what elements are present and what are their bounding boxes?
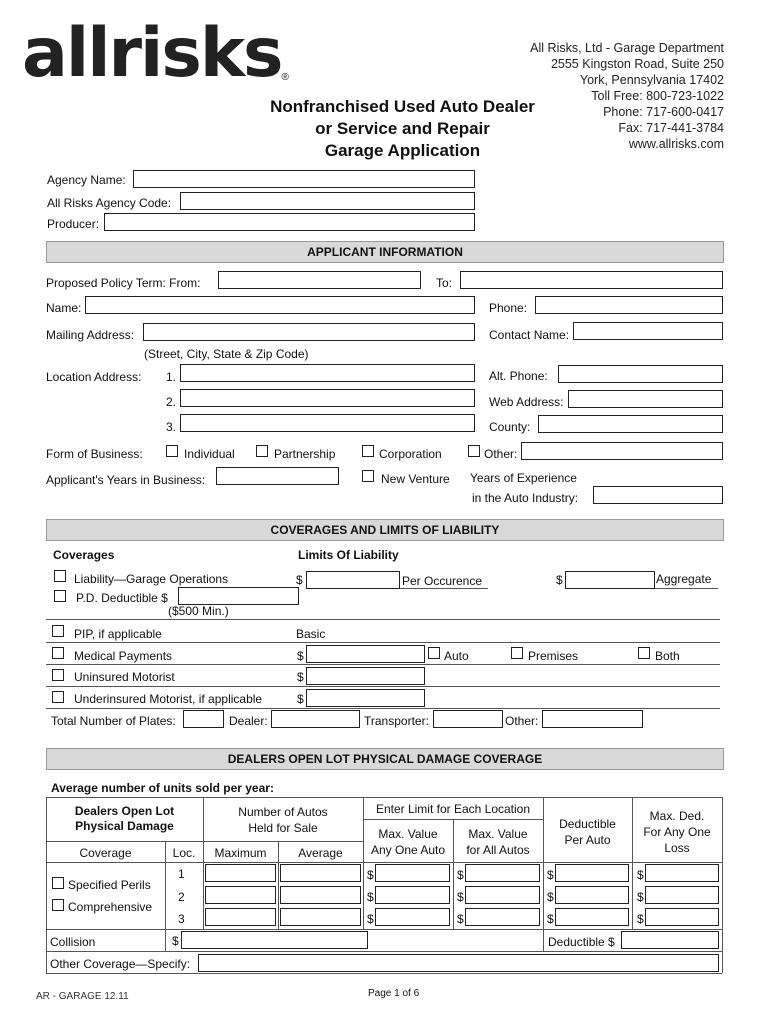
- comprehensive-checkbox[interactable]: [52, 899, 64, 911]
- liability-checkbox[interactable]: [54, 570, 66, 582]
- plates-label: Total Number of Plates:: [51, 714, 176, 728]
- page-number: Page 1 of 6: [368, 988, 420, 999]
- dollar-sign: $: [296, 573, 303, 587]
- underinsured-label: Underinsured Motorist, if applicable: [74, 692, 263, 706]
- row1-max-all-input[interactable]: [465, 864, 540, 882]
- form-title: [250, 96, 555, 162]
- alt-phone-label: Alt. Phone:: [489, 369, 548, 383]
- company-line: York, Pennsylvania 17402: [579, 73, 724, 87]
- name-input[interactable]: [85, 296, 475, 314]
- applicant-info-header: APPLICANT INFORMATION: [46, 241, 724, 263]
- loc-number: 3: [178, 912, 185, 926]
- individual-checkbox[interactable]: [166, 445, 178, 457]
- form-id: AR - GARAGE 12.11: [36, 991, 129, 1002]
- max-ded-header: [632, 808, 722, 856]
- row3-max-one-input[interactable]: [375, 908, 450, 926]
- other-plates-input[interactable]: [542, 710, 643, 728]
- county-input[interactable]: [538, 415, 723, 433]
- location-2-input[interactable]: [180, 389, 475, 407]
- number-autos-header: [203, 804, 363, 836]
- dollar-sign: $: [172, 934, 179, 948]
- web-address-label: Web Address:: [489, 395, 564, 409]
- company-line: Fax: 717-441-3784: [618, 121, 724, 135]
- enter-limit-header: Enter Limit for Each Location: [375, 802, 531, 816]
- medical-payments-input[interactable]: [306, 645, 425, 663]
- aggregate-input[interactable]: [565, 571, 655, 589]
- max-value-all-header: [453, 826, 543, 858]
- experience-label-line1: Years of Experience: [470, 471, 577, 485]
- premises-checkbox[interactable]: [511, 647, 523, 659]
- web-address-input[interactable]: [568, 390, 723, 408]
- both-checkbox[interactable]: [638, 647, 650, 659]
- pip-basic-label: Basic: [296, 627, 326, 641]
- phone-input[interactable]: [535, 296, 723, 314]
- pd-deductible-label: P.D. Deductible $: [76, 591, 168, 605]
- years-in-business-input[interactable]: [216, 467, 339, 485]
- collision-deductible-label: Deductible $: [548, 935, 615, 949]
- uninsured-input[interactable]: [306, 667, 425, 685]
- partnership-checkbox[interactable]: [256, 445, 268, 457]
- dealers-open-lot-header: DEALERS OPEN LOT PHYSICAL DAMAGE COVERAGE: [46, 748, 724, 770]
- row2-max-ded-input[interactable]: [645, 886, 719, 904]
- dealer-plates-input[interactable]: [271, 710, 360, 728]
- row1-max-ded-input[interactable]: [645, 864, 719, 882]
- specified-perils-label: Specified Perils: [68, 878, 151, 892]
- premises-label: Premises: [528, 649, 579, 663]
- row3-average-input[interactable]: [280, 908, 361, 926]
- header-text: Max. Ded.: [649, 809, 705, 823]
- experience-input[interactable]: [593, 486, 723, 504]
- liability-label: Liability—Garage Operations: [74, 572, 229, 586]
- experience-label-line2: in the Auto Industry:: [472, 491, 579, 505]
- loc-subheader: Loc.: [172, 846, 196, 860]
- location-3-input[interactable]: [180, 414, 475, 432]
- dollar-sign: $: [457, 912, 464, 926]
- individual-label: Individual: [184, 447, 235, 461]
- header-text: Loss: [664, 841, 690, 855]
- row2-deductible-input[interactable]: [555, 886, 629, 904]
- uninsured-label: Uninsured Motorist: [74, 670, 175, 684]
- uninsured-checkbox[interactable]: [52, 669, 64, 681]
- aggregate-label: Aggregate: [656, 572, 712, 586]
- company-line: Toll Free: 800-723-1022: [591, 89, 724, 103]
- row2-average-input[interactable]: [280, 886, 361, 904]
- dollar-sign: $: [297, 692, 304, 706]
- row3-max-ded-input[interactable]: [645, 908, 719, 926]
- row1-max-one-input[interactable]: [375, 864, 450, 882]
- coverages-column-header: Coverages: [53, 548, 115, 562]
- dollar-sign: $: [457, 868, 464, 882]
- dollar-sign: $: [637, 868, 644, 882]
- collision-input[interactable]: [181, 931, 368, 949]
- limits-column-header: Limits Of Liability: [298, 548, 399, 562]
- per-occurence-label: Per Occurence: [402, 574, 483, 588]
- title-line: Garage Application: [324, 141, 481, 160]
- header-text: Deductible: [559, 817, 616, 831]
- county-label: County:: [489, 420, 531, 434]
- other-coverage-label: Other Coverage—Specify:: [50, 957, 191, 971]
- medical-payments-label: Medical Payments: [74, 649, 173, 663]
- collision-deductible-input[interactable]: [621, 931, 719, 949]
- row2-max-one-input[interactable]: [375, 886, 450, 904]
- corporation-checkbox[interactable]: [362, 445, 374, 457]
- header-text: Dealers Open Lot: [74, 804, 175, 818]
- partnership-label: Partnership: [274, 447, 336, 461]
- dollar-sign: $: [367, 868, 374, 882]
- term-to-label: To:: [436, 276, 453, 290]
- max-value-one-header: [363, 826, 453, 858]
- logo-wordmark: allrisks: [22, 14, 282, 93]
- row2-maximum-input[interactable]: [205, 886, 276, 904]
- mailing-address-label: Mailing Address:: [46, 328, 135, 342]
- row3-maximum-input[interactable]: [205, 908, 276, 926]
- maximum-subheader: Maximum: [214, 846, 267, 860]
- dollar-sign: $: [547, 912, 554, 926]
- dollar-sign: $: [367, 890, 374, 904]
- dollar-sign: $: [547, 890, 554, 904]
- coverages-header: COVERAGES AND LIMITS OF LIABILITY: [46, 519, 724, 541]
- other-business-label: Other:: [484, 447, 518, 461]
- pd-deductible-input[interactable]: [178, 587, 299, 605]
- dollar-sign: $: [297, 670, 304, 684]
- underinsured-checkbox[interactable]: [52, 691, 64, 703]
- producer-input[interactable]: [104, 213, 475, 231]
- contact-name-input[interactable]: [573, 322, 723, 340]
- auto-checkbox[interactable]: [428, 647, 440, 659]
- company-address: [530, 40, 724, 152]
- open-lot-column-header: [46, 804, 203, 834]
- loc-number: 2: [178, 890, 185, 904]
- new-venture-label: New Venture: [381, 472, 450, 486]
- collision-label: Collision: [50, 935, 96, 949]
- policy-term-label: Proposed Policy Term: From:: [46, 276, 201, 290]
- auto-label: Auto: [444, 649, 469, 663]
- both-label: Both: [655, 649, 680, 663]
- phone-label: Phone:: [489, 301, 528, 315]
- dollar-sign: $: [457, 890, 464, 904]
- header-text: For Any One: [643, 825, 711, 839]
- term-from-input[interactable]: [218, 271, 421, 289]
- dollar-sign: $: [637, 912, 644, 926]
- plates-input[interactable]: [183, 710, 224, 728]
- row3-max-all-input[interactable]: [465, 908, 540, 926]
- comprehensive-label: Comprehensive: [68, 900, 153, 914]
- title-line: Nonfranchised Used Auto Dealer: [270, 97, 535, 116]
- header-text: Per Auto: [564, 833, 611, 847]
- deductible-header: [543, 816, 632, 848]
- location-1-number: 1.: [166, 370, 177, 384]
- term-to-input[interactable]: [460, 271, 723, 289]
- alt-phone-input[interactable]: [558, 365, 723, 383]
- row3-deductible-input[interactable]: [555, 908, 629, 926]
- underinsured-input[interactable]: [306, 689, 425, 707]
- location-2-number: 2.: [166, 395, 177, 409]
- dollar-sign: $: [547, 868, 554, 882]
- mailing-address-input[interactable]: [143, 323, 475, 341]
- agency-name-label: Agency Name:: [47, 173, 126, 187]
- location-address-label: Location Address:: [46, 370, 142, 384]
- header-text: Number of Autos: [238, 805, 328, 819]
- medical-payments-checkbox[interactable]: [52, 647, 64, 659]
- per-occurence-input[interactable]: [306, 571, 400, 589]
- contact-name-label: Contact Name:: [489, 328, 570, 342]
- header-text: for All Autos: [466, 843, 530, 857]
- dealer-plates-label: Dealer:: [229, 714, 268, 728]
- location-1-input[interactable]: [180, 364, 475, 382]
- pd-deductible-checkbox[interactable]: [54, 590, 66, 602]
- row1-deductible-input[interactable]: [555, 864, 629, 882]
- years-in-business-label: Applicant's Years in Business:: [46, 473, 206, 487]
- address-hint: (Street, City, State & Zip Code): [144, 347, 309, 361]
- coverage-subheader: Coverage: [79, 846, 132, 860]
- form-of-business-label: Form of Business:: [46, 447, 143, 461]
- row1-average-input[interactable]: [280, 864, 361, 882]
- company-line: All Risks, Ltd - Garage Department: [530, 41, 724, 55]
- average-subheader: Average: [298, 846, 343, 860]
- header-text: Held for Sale: [248, 821, 318, 835]
- other-plates-label: Other:: [505, 714, 539, 728]
- title-line: or Service and Repair: [315, 119, 490, 138]
- location-3-number: 3.: [166, 420, 177, 434]
- other-business-checkbox[interactable]: [468, 445, 480, 457]
- producer-label: Producer:: [47, 217, 100, 231]
- dollar-sign: $: [637, 890, 644, 904]
- new-venture-checkbox[interactable]: [362, 470, 374, 482]
- header-text: Any One Auto: [370, 843, 446, 857]
- dollar-sign: $: [297, 649, 304, 663]
- pip-label: PIP, if applicable: [74, 627, 162, 641]
- agency-code-label: All Risks Agency Code:: [47, 196, 172, 210]
- company-website[interactable]: www.allrisks.com: [628, 137, 724, 151]
- transporter-plates-label: Transporter:: [364, 714, 429, 728]
- header-text: Max. Value: [378, 827, 438, 841]
- row1-maximum-input[interactable]: [205, 864, 276, 882]
- corporation-label: Corporation: [379, 447, 442, 461]
- dollar-sign: $: [556, 573, 563, 587]
- row2-max-all-input[interactable]: [465, 886, 540, 904]
- loc-number: 1: [178, 867, 185, 881]
- header-text: Physical Damage: [75, 819, 174, 833]
- company-line: 2555 Kingston Road, Suite 250: [550, 57, 724, 71]
- header-text: Max. Value: [468, 827, 528, 841]
- pd-min-note: ($500 Min.): [168, 604, 229, 618]
- pip-checkbox[interactable]: [52, 625, 64, 637]
- other-coverage-input[interactable]: [198, 954, 719, 972]
- transporter-plates-input[interactable]: [433, 710, 503, 728]
- agency-code-input[interactable]: [180, 192, 475, 210]
- logo-registered-mark: ®: [281, 72, 289, 83]
- other-business-input[interactable]: [521, 442, 723, 460]
- company-logo: [22, 14, 289, 104]
- company-line: Phone: 717-600-0417: [603, 105, 724, 119]
- avg-units-label: Average number of units sold per year:: [51, 781, 274, 795]
- dollar-sign: $: [367, 912, 374, 926]
- name-label: Name:: [46, 301, 82, 315]
- specified-perils-checkbox[interactable]: [52, 877, 64, 889]
- agency-name-input[interactable]: [133, 170, 475, 188]
